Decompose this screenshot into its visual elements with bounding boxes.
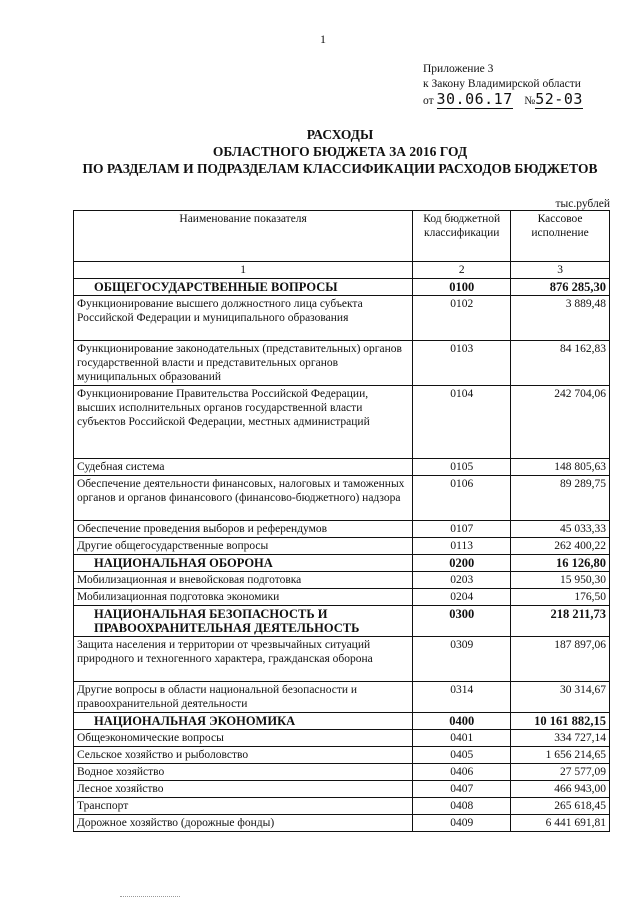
table-row bbox=[74, 296, 610, 341]
appendix-block bbox=[423, 62, 583, 109]
row-value: 16 126,80 bbox=[511, 555, 610, 572]
row-name: Дорожное хозяйство (дорожные фонды) bbox=[74, 815, 413, 832]
column-number-2: 2 bbox=[413, 262, 511, 279]
section-row bbox=[74, 555, 610, 572]
row-name: Транспорт bbox=[74, 798, 413, 815]
row-code: 0204 bbox=[413, 589, 511, 606]
row-name: Обеспечение деятельности финансовых, налоговых и таможенных органов и органов финансового (финансово-бюджетного) надзора bbox=[74, 476, 413, 521]
row-value: 15 950,30 bbox=[511, 572, 610, 589]
row-name: Другие общегосударственные вопросы bbox=[74, 538, 413, 555]
budget-table bbox=[73, 210, 610, 832]
title-line-1: РАСХОДЫ bbox=[306, 127, 374, 142]
header-code: Код бюджетной классификации bbox=[413, 211, 511, 262]
table-row bbox=[74, 781, 610, 798]
row-code: 0409 bbox=[413, 815, 511, 832]
column-number-row bbox=[74, 262, 610, 279]
number-prefix: № bbox=[524, 95, 536, 107]
table-row bbox=[74, 589, 610, 606]
row-code: 0203 bbox=[413, 572, 511, 589]
row-value: 45 033,33 bbox=[511, 521, 610, 538]
appendix-law-reference: к Закону Владимирской области bbox=[423, 78, 581, 90]
appendix-date-number bbox=[423, 92, 583, 109]
row-value: 3 889,48 bbox=[511, 296, 610, 341]
row-name: Функционирование высшего должностного лица субъекта Российской Федерации и муниципального образования bbox=[74, 296, 413, 341]
row-code: 0105 bbox=[413, 459, 511, 476]
row-value: 176,50 bbox=[511, 589, 610, 606]
row-value: 334 727,14 bbox=[511, 730, 610, 747]
row-value: 876 285,30 bbox=[511, 279, 610, 296]
row-value: 10 161 882,15 bbox=[511, 713, 610, 730]
table-row bbox=[74, 459, 610, 476]
row-code: 0300 bbox=[413, 606, 511, 637]
units-label: тыс.рублей bbox=[555, 198, 610, 210]
row-value: 187 897,06 bbox=[511, 637, 610, 682]
title-line-2: ОБЛАСТНОГО БЮДЖЕТА ЗА 2016 ГОД bbox=[212, 144, 468, 159]
row-code: 0314 bbox=[413, 682, 511, 713]
row-name: Обеспечение проведения выборов и референдумов bbox=[74, 521, 413, 538]
row-code: 0309 bbox=[413, 637, 511, 682]
page-number: 1 bbox=[320, 32, 326, 46]
row-name: Водное хозяйство bbox=[74, 764, 413, 781]
table-row bbox=[74, 637, 610, 682]
row-name: Функционирование законодательных (представительных) органов государственной власти и представительных органов муниципальных образований bbox=[74, 341, 413, 386]
number-value: 52-03 bbox=[535, 90, 583, 108]
row-value: 89 289,75 bbox=[511, 476, 610, 521]
row-code: 0405 bbox=[413, 747, 511, 764]
row-name: Сельское хозяйство и рыболовство bbox=[74, 747, 413, 764]
row-name: Общеэкономические вопросы bbox=[74, 730, 413, 747]
row-name: Мобилизационная и вневойсковая подготовка bbox=[74, 572, 413, 589]
row-value: 6 441 691,81 bbox=[511, 815, 610, 832]
row-value: 265 618,45 bbox=[511, 798, 610, 815]
date-prefix: от bbox=[423, 95, 434, 107]
row-code: 0107 bbox=[413, 521, 511, 538]
row-code: 0200 bbox=[413, 555, 511, 572]
title-line-3: ПО РАЗДЕЛАМ И ПОДРАЗДЕЛАМ КЛАССИФИКАЦИИ РАСХОДОВ БЮДЖЕТОВ bbox=[82, 161, 598, 176]
appendix-title: Приложение 3 bbox=[423, 63, 494, 75]
row-name: НАЦИОНАЛЬНАЯ БЕЗОПАСНОСТЬ И ПРАВООХРАНИТЕЛЬНАЯ ДЕЯТЕЛЬНОСТЬ bbox=[74, 606, 413, 637]
row-name: НАЦИОНАЛЬНАЯ ЭКОНОМИКА bbox=[74, 713, 413, 730]
row-code: 0102 bbox=[413, 296, 511, 341]
section-row bbox=[74, 713, 610, 730]
row-name: Мобилизационная подготовка экономики bbox=[74, 589, 413, 606]
footer-mark bbox=[120, 896, 180, 898]
row-code: 0106 bbox=[413, 476, 511, 521]
table-row bbox=[74, 476, 610, 521]
table-row bbox=[74, 538, 610, 555]
column-number-3: 3 bbox=[511, 262, 610, 279]
section-row bbox=[74, 606, 610, 637]
row-value: 148 805,63 bbox=[511, 459, 610, 476]
table-row bbox=[74, 730, 610, 747]
header-name: Наименование показателя bbox=[74, 211, 413, 262]
table-header-row bbox=[74, 211, 610, 262]
row-name: Защита населения и территории от чрезвычайных ситуаций природного и техногенного характера, гражданская оборона bbox=[74, 637, 413, 682]
table-row bbox=[74, 747, 610, 764]
row-code: 0100 bbox=[413, 279, 511, 296]
row-value: 1 656 214,65 bbox=[511, 747, 610, 764]
row-value: 242 704,06 bbox=[511, 386, 610, 459]
section-row bbox=[74, 279, 610, 296]
row-code: 0103 bbox=[413, 341, 511, 386]
row-name: Функционирование Правительства Российской Федерации, высших исполнительных органов государственной власти субъектов Российской Федерации, местных администраций bbox=[74, 386, 413, 459]
table-row bbox=[74, 386, 610, 459]
table-row bbox=[74, 764, 610, 781]
table-row bbox=[74, 682, 610, 713]
table-row bbox=[74, 521, 610, 538]
column-number-1: 1 bbox=[74, 262, 413, 279]
row-code: 0408 bbox=[413, 798, 511, 815]
row-name: Другие вопросы в области национальной безопасности и правоохранительной деятельности bbox=[74, 682, 413, 713]
table-row bbox=[74, 341, 610, 386]
row-code: 0406 bbox=[413, 764, 511, 781]
row-name: НАЦИОНАЛЬНАЯ ОБОРОНА bbox=[74, 555, 413, 572]
row-value: 84 162,83 bbox=[511, 341, 610, 386]
header-amount: Кассовое исполнение bbox=[511, 211, 610, 262]
row-value: 262 400,22 bbox=[511, 538, 610, 555]
row-value: 466 943,00 bbox=[511, 781, 610, 798]
row-value: 30 314,67 bbox=[511, 682, 610, 713]
row-name: ОБЩЕГОСУДАРСТВЕННЫЕ ВОПРОСЫ bbox=[74, 279, 413, 296]
date-value: 30.06.17 bbox=[436, 90, 513, 108]
row-code: 0113 bbox=[413, 538, 511, 555]
row-code: 0104 bbox=[413, 386, 511, 459]
row-name: Лесное хозяйство bbox=[74, 781, 413, 798]
row-code: 0407 bbox=[413, 781, 511, 798]
document-title bbox=[70, 126, 610, 177]
row-code: 0401 bbox=[413, 730, 511, 747]
table-row bbox=[74, 815, 610, 832]
row-value: 27 577,09 bbox=[511, 764, 610, 781]
row-code: 0400 bbox=[413, 713, 511, 730]
table-row bbox=[74, 572, 610, 589]
row-value: 218 211,73 bbox=[511, 606, 610, 637]
table-row bbox=[74, 798, 610, 815]
row-name: Судебная система bbox=[74, 459, 413, 476]
